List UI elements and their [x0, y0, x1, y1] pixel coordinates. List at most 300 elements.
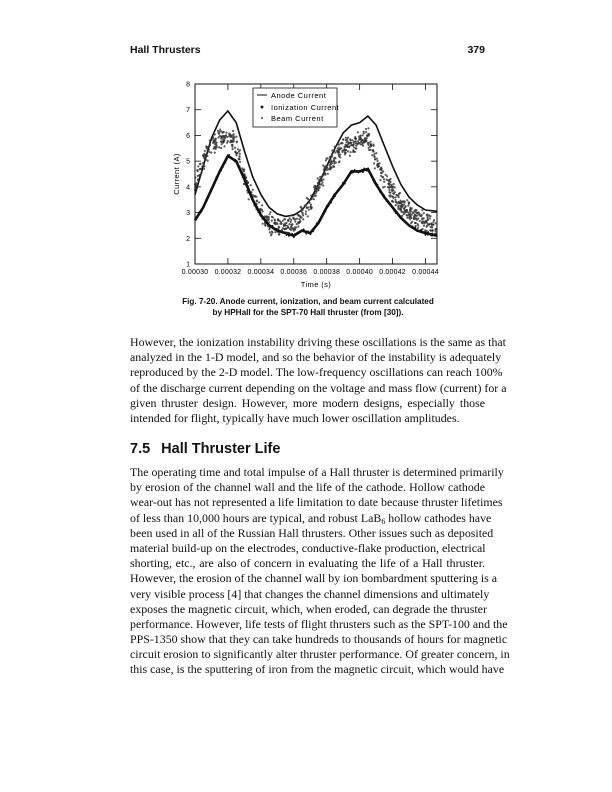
- ionization-point: [304, 205, 306, 207]
- ionization-point: [286, 225, 288, 227]
- ionization-point: [395, 201, 397, 203]
- beam-point: [341, 185, 343, 187]
- ionization-point: [285, 222, 287, 224]
- ionization-point: [276, 222, 278, 224]
- legend-ionization-label: Ionization Current: [271, 103, 340, 112]
- ionization-point: [228, 133, 230, 135]
- x-tick-label: 0.00030: [181, 269, 209, 276]
- ionization-point: [338, 161, 340, 163]
- beam-point: [302, 230, 304, 232]
- ionization-point: [338, 144, 340, 146]
- ionization-point: [386, 175, 388, 177]
- ionization-point: [363, 131, 365, 133]
- ionization-point: [371, 154, 373, 156]
- ionization-point: [348, 145, 350, 147]
- ionization-point: [322, 164, 324, 166]
- legend-beam-label: Beam Current: [271, 114, 324, 123]
- ionization-point: [388, 189, 390, 191]
- ionization-point: [207, 160, 209, 162]
- ionization-point: [351, 139, 353, 141]
- ionization-point: [433, 219, 435, 221]
- ionization-point: [365, 128, 367, 130]
- ionization-point: [420, 215, 422, 217]
- ionization-point: [274, 231, 276, 233]
- beam-point: [264, 218, 266, 220]
- text-line: [130, 510, 492, 526]
- ionization-point: [352, 144, 354, 146]
- beam-point: [291, 233, 293, 235]
- ionization-point: [291, 223, 293, 225]
- ionization-point: [298, 214, 300, 216]
- beam-point: [201, 209, 203, 211]
- legend-ionization-marker: [261, 106, 264, 109]
- ionization-point: [199, 163, 201, 165]
- ionization-point: [317, 189, 319, 191]
- beam-point: [387, 201, 389, 203]
- ionization-point: [331, 155, 333, 157]
- ionization-point: [325, 167, 327, 169]
- ionization-point: [235, 136, 237, 138]
- ionization-point: [331, 149, 333, 151]
- beam-point: [316, 222, 318, 224]
- ionization-point: [289, 228, 291, 230]
- ionization-point: [204, 157, 206, 159]
- beam-point: [373, 182, 375, 184]
- ionization-point: [346, 141, 348, 143]
- ionization-point: [302, 214, 304, 216]
- beam-point: [342, 182, 344, 184]
- ionization-point: [389, 178, 391, 180]
- ionization-point: [320, 183, 322, 185]
- ionization-point: [428, 223, 430, 225]
- ionization-point: [196, 169, 198, 171]
- ionization-point: [389, 183, 391, 185]
- ionization-point: [204, 159, 206, 161]
- y-tick-label: 8: [186, 81, 190, 89]
- text-line: this case, is the sputtering of iron from the magnetic circuit, which would have: [130, 662, 505, 677]
- beam-point: [398, 215, 400, 217]
- ionization-point: [431, 230, 433, 232]
- ionization-point: [214, 143, 216, 145]
- ionization-point: [339, 156, 341, 158]
- beam-point: [375, 184, 377, 186]
- beam-point: [373, 180, 375, 182]
- ionization-point: [331, 162, 333, 164]
- ionization-point: [264, 224, 266, 226]
- ionization-point: [415, 217, 417, 219]
- ionization-point: [349, 138, 351, 140]
- ionization-point: [220, 138, 222, 140]
- ionization-point: [306, 207, 308, 209]
- ionization-point: [209, 142, 211, 144]
- legend-anode-label: Anode Current: [271, 91, 327, 100]
- ionization-point: [217, 136, 219, 138]
- beam-point: [428, 234, 430, 236]
- text-fragment: hollow cathodes have: [385, 510, 492, 525]
- ionization-point: [409, 215, 411, 217]
- ionization-point: [233, 133, 235, 135]
- ionization-point: [269, 231, 271, 233]
- ionization-point: [389, 181, 391, 183]
- ionization-point: [243, 168, 245, 170]
- x-tick-label: 0.00040: [346, 269, 373, 276]
- ionization-point: [338, 146, 340, 148]
- ionization-point: [313, 198, 315, 200]
- ionization-point: [214, 146, 216, 148]
- beam-point: [332, 198, 334, 200]
- page-number: 379: [467, 44, 485, 56]
- ionization-point: [417, 223, 419, 225]
- beam-point: [312, 230, 314, 232]
- ionization-point: [297, 225, 299, 227]
- ionization-point: [342, 138, 344, 140]
- text-line: intended for flight, typically have much lower oscillation amplitudes.: [130, 410, 460, 425]
- beam-point: [245, 182, 247, 184]
- beam-point: [379, 190, 381, 192]
- ionization-point: [307, 215, 309, 217]
- ionization-point: [308, 209, 310, 211]
- ionization-point: [398, 193, 400, 195]
- ionization-point: [317, 177, 319, 179]
- ionization-point: [333, 166, 335, 168]
- text-fragment: of less than 10,000 hours are typical, and robust LaB: [130, 510, 382, 525]
- text-line: by erosion of the channel wall and the life of the cathode. Hollow cathode: [130, 480, 485, 495]
- x-tick-label: 0.00044: [412, 269, 439, 276]
- ionization-point: [353, 142, 355, 144]
- ionization-point: [431, 224, 433, 226]
- y-tick-label: 5: [186, 158, 190, 166]
- legend: [253, 88, 340, 127]
- ionization-point: [271, 220, 273, 222]
- ionization-point: [411, 207, 413, 209]
- ionization-point: [256, 200, 258, 202]
- ionization-point: [243, 170, 245, 172]
- x-tick-label: 0.00038: [313, 269, 341, 276]
- beam-point: [348, 174, 350, 176]
- beam-point: [229, 156, 231, 158]
- ionization-point: [393, 183, 395, 185]
- ionization-point: [271, 216, 273, 218]
- ionization-point: [382, 176, 384, 178]
- text-line: very visible process [4] that changes the channel dimensions and ultimately: [130, 586, 490, 601]
- ionization-point: [204, 150, 206, 152]
- ionization-point: [295, 226, 297, 228]
- ionization-point: [327, 173, 329, 175]
- ionization-point: [372, 149, 374, 151]
- ionization-point: [221, 135, 223, 137]
- ionization-point: [376, 160, 378, 162]
- ionization-point: [279, 220, 281, 222]
- beam-point: [416, 230, 418, 232]
- ionization-point: [214, 152, 216, 154]
- beam-point: [303, 228, 305, 230]
- ionization-point: [400, 201, 402, 203]
- ionization-point: [400, 206, 402, 208]
- beam-point: [427, 231, 429, 233]
- ionization-point: [214, 133, 216, 135]
- ionization-point: [383, 181, 385, 183]
- beam-point: [245, 185, 247, 187]
- ionization-point: [325, 159, 327, 161]
- text-line: material build-up on the electrodes, conductive-flake production, electrical: [130, 540, 486, 555]
- ionization-point: [326, 169, 328, 171]
- ionization-point: [430, 226, 432, 228]
- y-tick-label: 2: [186, 235, 190, 243]
- ionization-point: [392, 197, 394, 199]
- text-line: analyzed in the 1-D model, and so the behavior of the instability is adequately: [130, 350, 502, 365]
- ionization-point: [394, 186, 396, 188]
- text-line: However, the ionization instability driving these oscillations is the same as that: [130, 335, 506, 349]
- ionization-point: [232, 148, 234, 150]
- ionization-point: [421, 209, 423, 211]
- ionization-point: [215, 148, 217, 150]
- beam-point: [412, 226, 414, 228]
- ionization-point: [223, 145, 225, 147]
- ionization-point: [302, 218, 304, 220]
- ionization-point: [329, 156, 331, 158]
- ionization-point: [305, 210, 307, 212]
- ionization-point: [306, 197, 308, 199]
- ionization-point: [298, 218, 300, 220]
- ionization-point: [268, 218, 270, 220]
- ionization-point: [407, 205, 409, 207]
- ionization-point: [364, 140, 366, 142]
- ionization-point: [370, 145, 372, 147]
- ionization-point: [415, 215, 417, 217]
- y-axis-label: Current (A): [172, 153, 181, 195]
- ionization-point: [341, 142, 343, 144]
- ionization-point: [349, 155, 351, 157]
- ionization-point: [302, 212, 304, 214]
- x-tick-label: 0.00032: [214, 269, 242, 276]
- ionization-point: [423, 212, 425, 214]
- beam-point: [286, 234, 288, 236]
- ionization-point: [328, 168, 330, 170]
- ionization-point: [406, 209, 408, 211]
- paragraph-thruster-life: [130, 465, 510, 678]
- ionization-point: [322, 178, 324, 180]
- ionization-point: [323, 169, 325, 171]
- ionization-point: [218, 133, 220, 135]
- beam-point: [269, 226, 271, 228]
- ionization-point: [395, 204, 397, 206]
- text-line: shorting, etc., are also of concern in evaluating the life of a Hall thruster.: [130, 556, 485, 571]
- beam-point: [393, 210, 395, 212]
- beam-point: [324, 211, 326, 213]
- ionization-point: [409, 209, 411, 211]
- ionization-point: [432, 221, 434, 223]
- ionization-point: [317, 187, 319, 189]
- ionization-point: [353, 146, 355, 148]
- ionization-point: [309, 202, 311, 204]
- ionization-point: [423, 217, 425, 219]
- ionization-point: [311, 196, 313, 198]
- ionization-point: [293, 230, 295, 232]
- ionization-point: [278, 234, 280, 236]
- ionization-point: [231, 144, 233, 146]
- ionization-point: [329, 161, 331, 163]
- text-line: However, the erosion of the channel wall by ion bombardment sputtering is a: [130, 571, 498, 586]
- ionization-point: [359, 135, 361, 137]
- ionization-point: [317, 184, 319, 186]
- ionization-point: [394, 196, 396, 198]
- ionization-point: [408, 202, 410, 204]
- beam-point: [237, 163, 239, 165]
- ionization-point: [274, 220, 276, 222]
- beam-point: [389, 203, 391, 205]
- ionization-point: [377, 163, 379, 165]
- ionization-point: [344, 149, 346, 151]
- ionization-point: [417, 218, 419, 220]
- ionization-point: [410, 222, 412, 224]
- beam-point: [306, 231, 308, 233]
- ionization-point: [372, 143, 374, 145]
- ionization-point: [300, 217, 302, 219]
- text-line: The operating time and total impulse of a Hall thruster is determined primarily: [130, 465, 504, 479]
- ionization-point: [301, 209, 303, 211]
- beam-point: [293, 236, 295, 238]
- y-tick-label: 4: [186, 184, 190, 192]
- beam-point: [307, 230, 309, 232]
- ionization-point: [238, 155, 240, 157]
- ionization-point: [322, 184, 324, 186]
- ionization-point: [331, 153, 333, 155]
- ionization-point: [281, 223, 283, 225]
- ionization-point: [423, 225, 425, 227]
- ionization-point: [407, 212, 409, 214]
- beam-point: [277, 229, 279, 231]
- ionization-point: [425, 230, 427, 232]
- ionization-point: [373, 162, 375, 164]
- ionization-point: [365, 131, 367, 133]
- beam-point: [266, 220, 268, 222]
- ionization-point: [214, 140, 216, 142]
- ionization-point: [203, 168, 205, 170]
- beam-point: [297, 232, 299, 234]
- ionization-point: [347, 150, 349, 152]
- ionization-point: [234, 147, 236, 149]
- ionization-point: [290, 219, 292, 221]
- y-tick-label: 3: [186, 210, 190, 218]
- ionization-point: [404, 209, 406, 211]
- ionization-point: [429, 217, 431, 219]
- caption-line-1: Fig. 7-20. Anode current, ionization, and beam current calculated: [182, 297, 434, 306]
- ionization-point: [368, 147, 370, 149]
- ionization-point: [315, 189, 317, 191]
- ionization-point: [326, 157, 328, 159]
- ionization-point: [320, 178, 322, 180]
- text-line: circuit erosion to significantly alter thruster performance. Of greater concern, in: [130, 647, 510, 662]
- ionization-point: [335, 162, 337, 164]
- beam-point: [334, 195, 336, 197]
- ionization-point: [322, 174, 324, 176]
- series-ionization-current: [194, 127, 437, 236]
- beam-point: [370, 175, 372, 177]
- ionization-point: [421, 222, 423, 224]
- ionization-point: [426, 217, 428, 219]
- ionization-point: [315, 195, 317, 197]
- ionization-point: [221, 143, 223, 145]
- ionization-point: [330, 166, 332, 168]
- ionization-point: [268, 228, 270, 230]
- ionization-point: [220, 140, 222, 142]
- ionization-point: [208, 151, 210, 153]
- beam-point: [352, 172, 354, 174]
- ionization-point: [236, 152, 238, 154]
- ionization-point: [373, 153, 375, 155]
- beam-point: [244, 179, 246, 181]
- ionization-point: [391, 186, 393, 188]
- ionization-point: [362, 145, 364, 147]
- beam-point: [224, 161, 226, 163]
- beam-point: [421, 232, 423, 234]
- x-tick-label: 0.00034: [247, 269, 275, 276]
- ionization-point: [333, 160, 335, 162]
- beam-point: [358, 170, 360, 172]
- ionization-point: [387, 186, 389, 188]
- ionization-point: [395, 199, 397, 201]
- ionization-point: [357, 131, 359, 133]
- ionization-point: [339, 154, 341, 156]
- ionization-point: [368, 134, 370, 136]
- text-line: exposes the magnetic circuit, which, when eroded, can degrade the thruster: [130, 601, 487, 616]
- ionization-point: [208, 149, 210, 151]
- ionization-point: [230, 135, 232, 137]
- ionization-point: [294, 218, 296, 220]
- beam-point: [277, 231, 279, 233]
- ionization-point: [323, 172, 325, 174]
- section-heading: [130, 441, 280, 457]
- ionization-point: [378, 165, 380, 167]
- ionization-point: [415, 222, 417, 224]
- ionization-point: [239, 153, 241, 155]
- ionization-point: [348, 142, 350, 144]
- ionization-point: [238, 150, 240, 152]
- ionization-point: [344, 151, 346, 153]
- ionization-point: [283, 225, 285, 227]
- ionization-point: [290, 221, 292, 223]
- ionization-point: [425, 221, 427, 223]
- ionization-point: [203, 165, 205, 167]
- ionization-point: [270, 233, 272, 235]
- paragraph-oscillations: [130, 335, 507, 426]
- ionization-point: [417, 227, 419, 229]
- ionization-point: [252, 189, 254, 191]
- legend-beam-marker: [261, 117, 263, 119]
- ionization-point: [262, 210, 264, 212]
- ionization-point: [317, 182, 319, 184]
- ionization-point: [370, 141, 372, 143]
- beam-point: [216, 176, 218, 178]
- beam-point: [326, 205, 328, 207]
- ionization-point: [199, 168, 201, 170]
- ionization-point: [248, 198, 250, 200]
- ionization-point: [359, 138, 361, 140]
- ionization-point: [287, 219, 289, 221]
- ionization-point: [409, 213, 411, 215]
- ionization-point: [210, 152, 212, 154]
- ionization-point: [338, 151, 340, 153]
- ionization-point: [235, 154, 237, 156]
- beam-point: [272, 225, 274, 227]
- beam-point: [260, 212, 262, 214]
- ionization-point: [414, 211, 416, 213]
- ionization-point: [389, 196, 391, 198]
- ionization-point: [386, 179, 388, 181]
- ionization-point: [310, 204, 312, 206]
- ionization-point: [285, 228, 287, 230]
- ionization-point: [404, 205, 406, 207]
